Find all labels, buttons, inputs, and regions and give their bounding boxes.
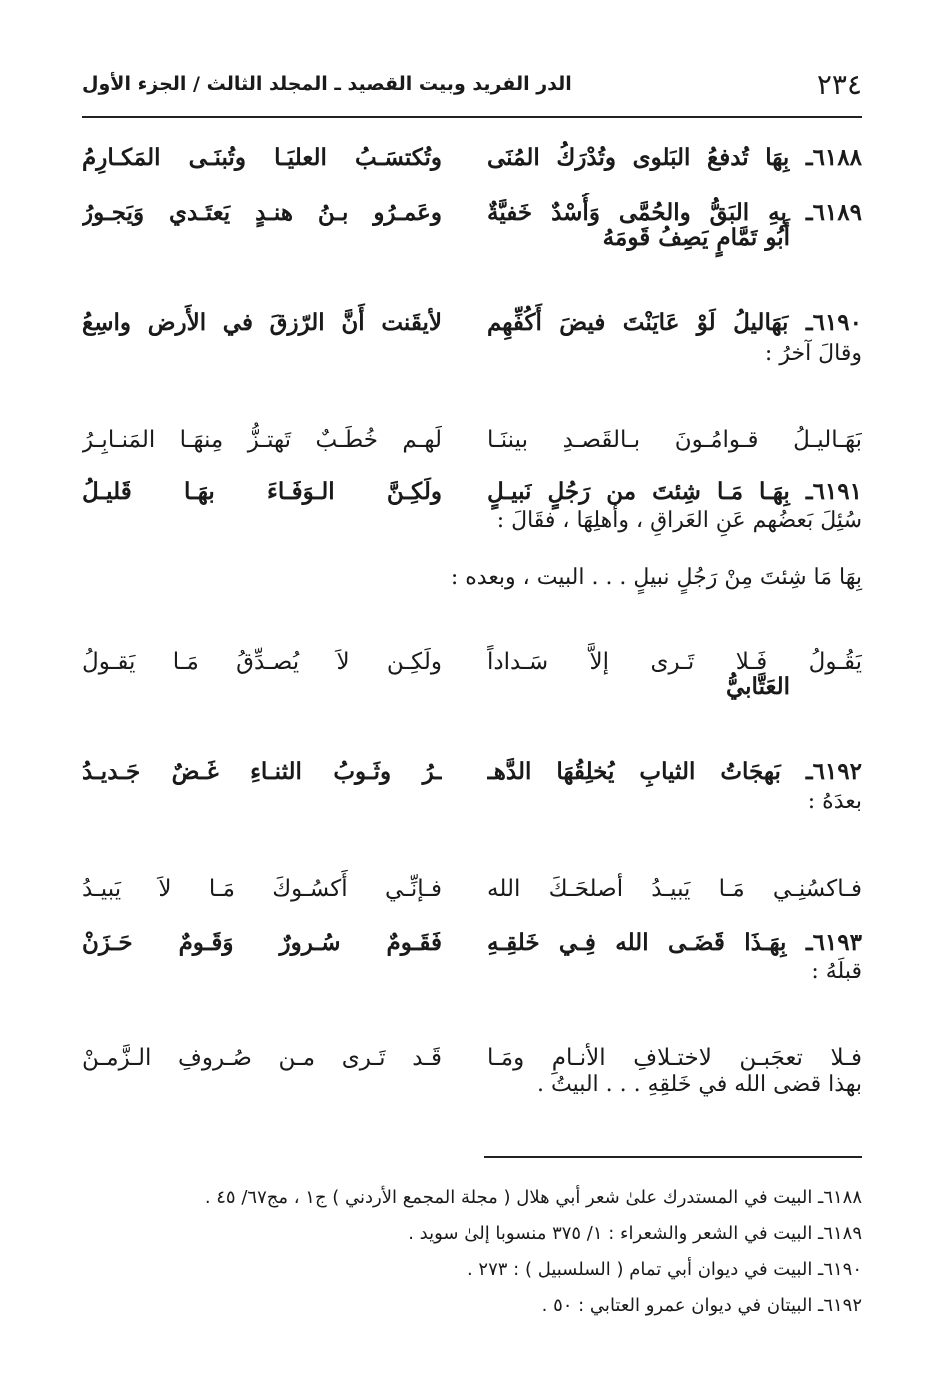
verse-second-hemistich: لَهـم خُطَـبٌ تَهتـزُّ مِنهَـا المَنـابِـرُ	[82, 427, 442, 453]
header-rule	[82, 116, 862, 118]
prose-text: بعدَهُ :	[807, 789, 862, 814]
prose-line	[82, 942, 862, 1002]
prose-text: وقالَ آخرُ :	[764, 341, 862, 366]
verse-second-hemistich: فَقَـومٌ سُـرورٌ وَقَـومٌ حَـزَنْ	[82, 929, 442, 956]
page-header	[82, 62, 862, 106]
verse-second-hemistich: لأيقَنت أَنَّ الرّزقَ في الأَرض واسِعُ	[82, 309, 442, 336]
prose-text: قبلَهُ :	[811, 959, 862, 984]
footnote-rule	[484, 1156, 862, 1158]
verse-first-hemistich: ٦١٨٩ـ بِهِ البَقُّ والحُمَّى وَأُسْدٌ خَفيَّةٌ	[487, 199, 862, 226]
prose-text: سُئِلَ بَعضُهم عَنِ العَراقِ ، وأهلِهَا ، فقَالَ :	[496, 508, 862, 533]
footnote: ٦١٨٨ـ البيت في المستدرك علىٰ شعر أبي هلال ( مجلة المجمع الأردني ) ج١ ، مج٦٧/ ٤٥ .	[204, 1187, 862, 1208]
footnote: ٦١٩٢ـ البيتان في ديوان عمرو العتابي : ٥٠ .	[541, 1295, 862, 1316]
footnote: ٦١٨٩ـ البيت في الشعر والشعراء : ١/ ٣٧٥ منسوبا إلىٰ سويد .	[408, 1223, 862, 1244]
verse-second-hemistich: فـإنِّـي أَكسُـوكَ مَـا لاَ يَبيـدُ	[82, 876, 442, 902]
prose-line	[82, 548, 862, 608]
verse-second-hemistich: ـرُ وثَـوبُ الثنـاءِ غَـضٌ جَـديـدُ	[82, 758, 442, 785]
verse-first-hemistich: ٦١٩٢ـ بَهجَاتُ الثيابِ يُخلِقُهَا الدَّهـ	[487, 758, 862, 785]
poet-heading-line	[82, 208, 826, 268]
verse-second-hemistich: قَـد تَـرى مـن صُـروفِ الـزَّمـنْ	[82, 1045, 442, 1071]
verse-first-hemistich: ٦١٩٣ـ بِهَـذَا قَضَـى الله فِـي خَلقِـهِ	[487, 929, 862, 956]
verse-first-hemistich: فـلا تعجَبـن لاختـلافِ الأنـامِ ومَـا	[487, 1045, 862, 1071]
prose-text: بهذا قضى الله في خَلقِهِ . . . البيتُ .	[536, 1072, 862, 1097]
verse-line	[82, 410, 862, 470]
verse-line	[82, 859, 862, 919]
poet-heading: أَبُو تَمَّامٍ يَصِفُ قَومَهُ	[602, 224, 790, 251]
verse-line	[82, 128, 862, 188]
prose-line	[82, 491, 862, 551]
verse-first-hemistich: ٦١٨٨ـ بِهَا تُدفعُ البَلوى وتُدْرَكُ المُنَى	[487, 144, 862, 171]
prose-text: بِهَا مَا شِئتَ مِنْ رَجُلٍ نبيلٍ . . . البيت ، وبعده :	[450, 565, 862, 590]
verse-second-hemistich: وعَمـرُو بـنُ هنـدٍ يَعتَـدي وَيَجـورُ	[82, 199, 442, 226]
running-title: الدر الفريد وبيت القصيد ـ المجلد الثالث / الجزء الأول	[82, 73, 572, 95]
page-number: ٢٣٤	[816, 67, 862, 101]
prose-line	[82, 1055, 862, 1115]
prose-line	[82, 324, 862, 384]
verse-second-hemistich: ولَكِـن لاَ يُصـدِّقُ مَـا يَقـولُ	[82, 649, 442, 675]
verse-first-hemistich: فـاكسُنِـي مَـا يَبيـدُ أصلحَـكَ الله	[487, 876, 862, 902]
verse-first-hemistich: بَهَـاليـلُ قـوامُـونَ بـالقَصـدِ بيننَـا	[487, 427, 862, 453]
poet-heading: العَتَّابيُّ	[725, 673, 790, 700]
verse-first-hemistich: ٦١٩٠ـ بَهَاليلُ لَوْ عَايَنْتَ فيضَ أَكُفِّهِم	[487, 309, 862, 336]
verse-first-hemistich: يَقُـولُ فَـلا تَـرى إلاَّ سَـداداً	[487, 649, 862, 675]
poet-heading-line	[82, 657, 826, 717]
verse-second-hemistich: ولَكِـنَّ الـوَفَـاءَ بهَـا قَليـلُ	[82, 478, 442, 505]
verse-second-hemistich: وتُكتسَـبُ العليَـا وتُبنَـى المَكـارِمُ	[82, 144, 442, 171]
verse-first-hemistich: ٦١٩١ـ بِهَـا مَـا شِئتَ من رَجُلٍ نَبيـلٍ	[487, 478, 862, 505]
footnote: ٦١٩٠ـ البيت في ديوان أبي تمام ( السلسبيل ) : ٢٧٣ .	[466, 1259, 862, 1280]
prose-line	[82, 772, 862, 832]
